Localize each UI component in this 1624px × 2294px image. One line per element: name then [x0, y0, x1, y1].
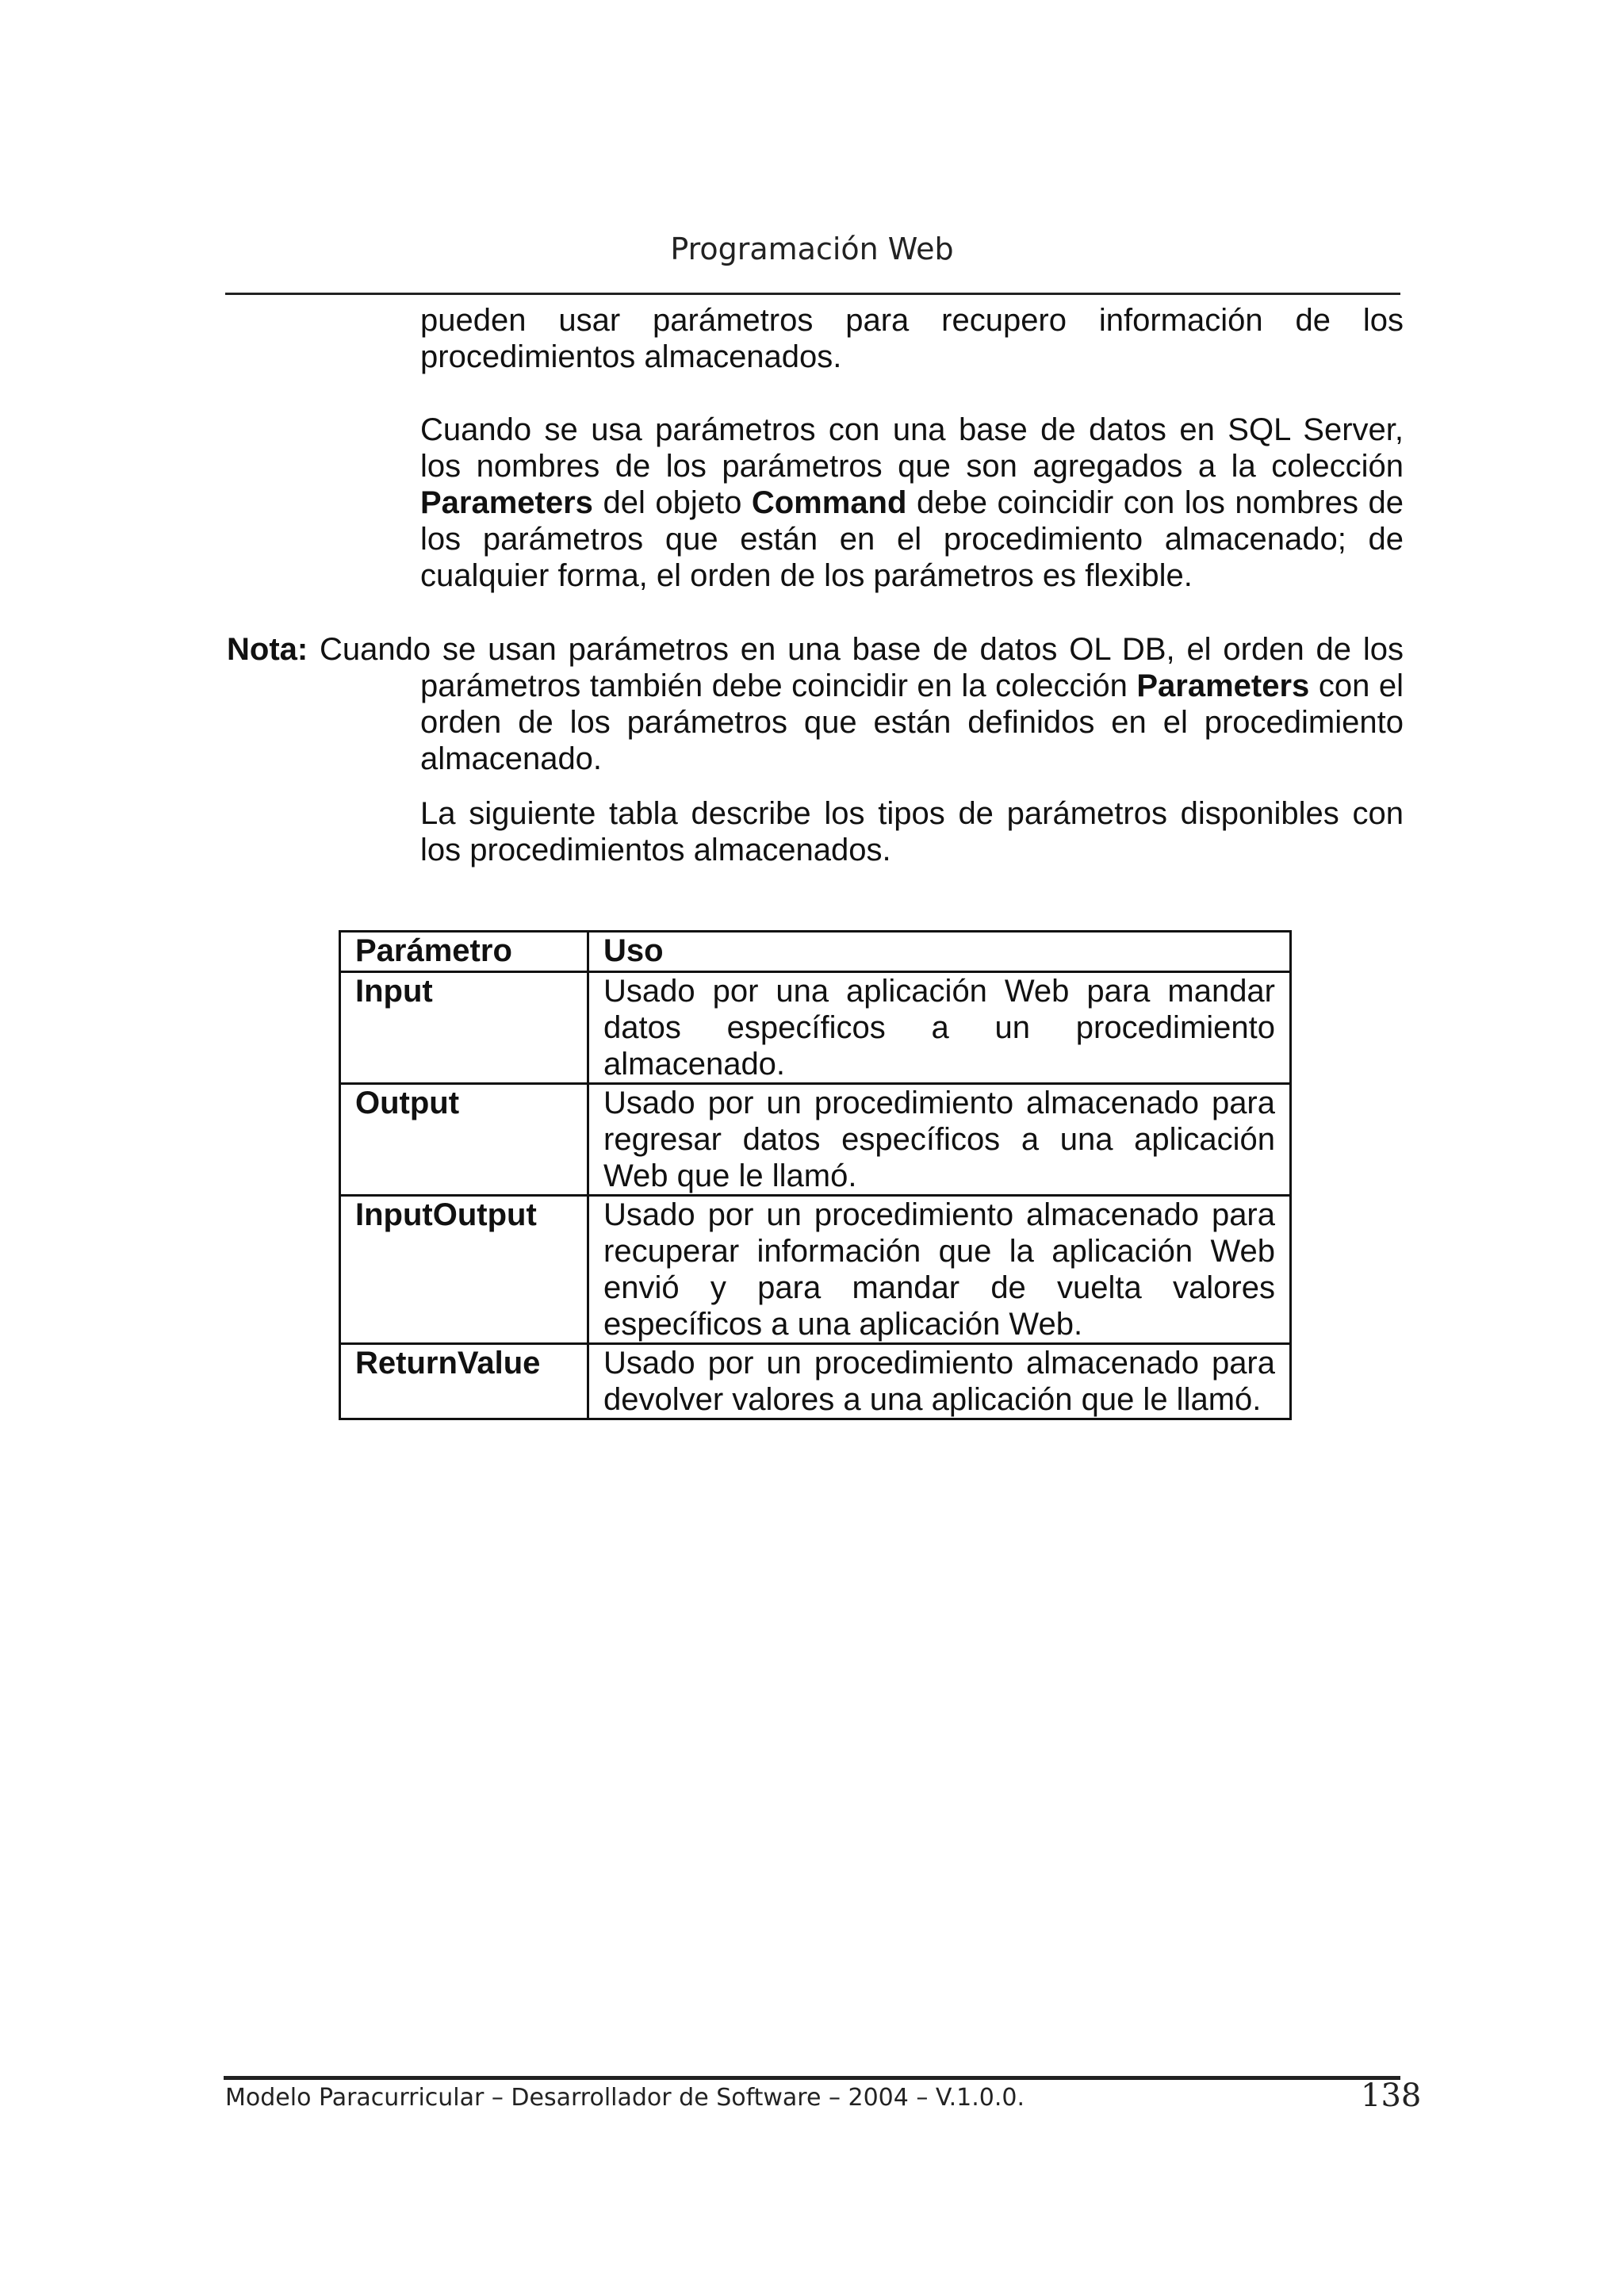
page-header-title: Programación Web: [670, 232, 954, 266]
param-usage: Usado por un procedimiento almacenado para recuperar información que la aplicación Web envió y para mandar de vuelta valores específicos a una aplicación Web.: [588, 1196, 1291, 1344]
param-name: ReturnValue: [340, 1344, 588, 1419]
paragraph-text: del objeto: [592, 485, 752, 520]
footer-divider: [224, 2076, 1400, 2080]
column-header-uso: Uso: [588, 932, 1291, 972]
param-usage: Usado por un procedimiento almacenado para devolver valores a una aplicación que le llamó.: [588, 1344, 1291, 1419]
note-block: [227, 631, 1404, 777]
table-row: [340, 1196, 1291, 1344]
page-number: 138: [1361, 2078, 1422, 2114]
paragraph-text: debe coincidir con los nombres de los parámetros que están en el procedimiento almacenado; de cualquier forma, el orden de los parámetros es flexible.: [420, 485, 1404, 593]
term-command: Command: [751, 485, 907, 520]
note-continuation: [420, 668, 1404, 777]
paragraph-text: Cuando se usa parámetros con una base de datos en SQL Server, los nombres de los parámetros que son agregados a la colección: [420, 412, 1404, 484]
param-name: Output: [340, 1084, 588, 1196]
paragraph-intro-continued: pueden usar parámetros para recupero información de los procedimientos almacenados.: [420, 303, 1404, 374]
note-text: parámetros también debe coincidir en la colección: [420, 668, 1137, 703]
note-text: Cuando se usan parámetros en una base de datos OL DB, el orden de los: [308, 632, 1404, 667]
param-usage: Usado por un procedimiento almacenado para regresar datos específicos a una aplicación Web que le llamó.: [588, 1084, 1291, 1196]
parameters-table: [339, 930, 1292, 1420]
param-name: Input: [340, 972, 588, 1084]
header-divider: [225, 293, 1400, 295]
note-text: con el orden de los parámetros que están definidos en el procedimiento almacenado.: [420, 668, 1404, 776]
term-parameters: Parameters: [1136, 668, 1310, 703]
footer-text: Modelo Paracurricular – Desarrollador de Software – 2004 – V.1.0.0.: [225, 2084, 1025, 2112]
table-row: [340, 972, 1291, 1084]
param-usage: Usado por una aplicación Web para mandar datos específicos a un procedimiento almacenado.: [588, 972, 1291, 1084]
paragraph-sql-server: [420, 412, 1404, 594]
table-row: [340, 1344, 1291, 1419]
note-label: Nota:: [227, 632, 308, 667]
note-first-line: [227, 631, 1404, 668]
term-parameters: Parameters: [420, 485, 593, 520]
table-header-row: [340, 932, 1291, 972]
param-name: InputOutput: [340, 1196, 588, 1344]
column-header-parametro: Parámetro: [340, 932, 588, 972]
table-row: [340, 1084, 1291, 1196]
paragraph-table-intro: La siguiente tabla describe los tipos de parámetros disponibles con los procedimientos almacenados.: [420, 796, 1404, 867]
